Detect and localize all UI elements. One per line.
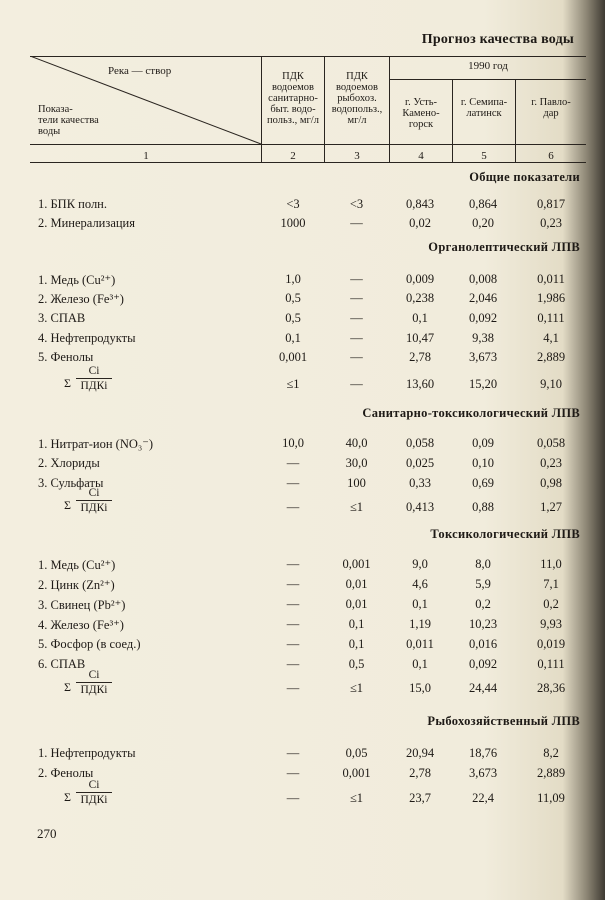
cell-ust-kamenogorsk: 0,058 — [405, 436, 435, 450]
sigma-symbol: Σ — [64, 680, 71, 694]
section-title: Рыбохозяйственный ЛПВ — [427, 714, 580, 728]
cell-pdk-fishery: <3 — [349, 197, 364, 211]
cell-pdk-sanitary: — — [286, 766, 300, 780]
cell-pdk-sanitary: — — [286, 637, 300, 651]
year-rule — [390, 79, 586, 80]
cell-pdk-fishery: — — [350, 272, 363, 286]
cell-pdk-fishery: — — [350, 216, 363, 230]
cell-semipalatinsk: 10,23 — [468, 617, 498, 631]
table-row — [0, 637, 605, 657]
cell-pdk-fishery: 0,01 — [345, 597, 368, 611]
cell-pdk-sanitary: 0,1 — [285, 331, 301, 345]
cell-semipalatinsk: 0,864 — [468, 197, 498, 211]
cell-semipalatinsk: 2,046 — [468, 291, 498, 305]
cell-pdk-sanitary: — — [286, 681, 300, 695]
cell-ust-kamenogorsk: 0,1 — [412, 597, 428, 611]
cell-semipalatinsk: 0,008 — [468, 272, 498, 286]
table-row — [0, 331, 605, 351]
sum-row — [0, 364, 605, 400]
cell-pdk-sanitary: 0,5 — [285, 311, 301, 325]
cell-pdk-fishery: — — [350, 350, 363, 364]
cell-pavlodar: 0,98 — [540, 476, 562, 490]
cell-pavlodar: 0,019 — [536, 637, 566, 651]
fraction-denominator: ПДКi — [80, 502, 108, 514]
cell-pdk-fishery: — — [350, 377, 363, 391]
col-number: 3 — [354, 150, 360, 162]
cell-pdk-fishery: — — [350, 291, 363, 305]
cell-ust-kamenogorsk: 0,011 — [406, 637, 434, 651]
cell-pavlodar: 8,2 — [543, 746, 559, 760]
cell-pavlodar: 0,111 — [537, 311, 565, 325]
indicator-name: 5. Фенолы — [38, 350, 94, 364]
indicator-name: 2. Железо (Fe³⁺) — [38, 292, 124, 306]
cell-pdk-fishery: 0,001 — [342, 766, 371, 780]
table-row — [0, 456, 605, 476]
cell-pdk-fishery: 0,1 — [348, 617, 365, 631]
cell-semipalatinsk: 0,69 — [472, 476, 494, 490]
cell-pdk-fishery: ≤1 — [349, 500, 364, 514]
cell-pdk-sanitary: 1000 — [280, 216, 306, 230]
section-title: Токсикологический ЛПВ — [430, 527, 580, 541]
cell-pavlodar: 0,058 — [536, 436, 566, 450]
section-title: Санитарно-токсикологический ЛПВ — [362, 406, 580, 420]
col-number: 5 — [481, 150, 487, 162]
indicator-name: 1. Медь (Cu²⁺) — [38, 558, 116, 572]
cell-ust-kamenogorsk: 2,78 — [409, 350, 431, 364]
indicator-name: 2. Минерализация — [38, 216, 135, 230]
cell-semipalatinsk: 24,44 — [468, 681, 498, 695]
cell-pdk-sanitary: — — [286, 746, 300, 760]
cell-semipalatinsk: 3,673 — [468, 350, 498, 364]
table-row — [0, 216, 605, 236]
cell-pavlodar: 9,10 — [540, 377, 562, 391]
cell-semipalatinsk: 0,20 — [472, 216, 494, 230]
cell-pavlodar: 0,2 — [543, 597, 559, 611]
fraction-denominator: ПДКi — [80, 794, 108, 806]
col4-header: г. Усть- Камено- горск — [402, 97, 440, 130]
cell-ust-kamenogorsk: 0,843 — [405, 197, 435, 211]
sum-row — [0, 668, 605, 704]
fraction-denominator: ПДКi — [80, 380, 108, 392]
cell-pdk-sanitary: — — [286, 476, 300, 490]
cell-pdk-fishery: 0,05 — [345, 746, 368, 760]
table-row — [0, 746, 605, 766]
indicator-name: 4. Железо (Fe³⁺) — [38, 618, 124, 632]
cell-semipalatinsk: 22,4 — [472, 791, 494, 805]
cell-pdk-sanitary: ≤1 — [286, 377, 300, 391]
indicator-name: 5. Фосфор (в соед.) — [38, 637, 141, 651]
table-row — [0, 436, 605, 456]
cell-pdk-fishery: 40,0 — [345, 436, 368, 450]
cell-pdk-fishery: 30,0 — [345, 456, 368, 470]
cell-ust-kamenogorsk: 0,02 — [409, 216, 431, 230]
indicator-name: 2. Хлориды — [38, 456, 100, 470]
cell-semipalatinsk: 18,76 — [468, 746, 498, 760]
cell-pavlodar: 4,1 — [543, 331, 559, 345]
cell-semipalatinsk: 5,9 — [475, 577, 491, 591]
cell-pdk-sanitary: — — [286, 617, 300, 631]
cell-ust-kamenogorsk: 0,413 — [405, 500, 435, 514]
cell-semipalatinsk: 8,0 — [475, 557, 491, 571]
cell-pdk-sanitary: <3 — [286, 197, 300, 211]
col5-header: г. Семипа- латинск — [460, 97, 508, 119]
table-row — [0, 597, 605, 617]
cell-pdk-fishery: — — [350, 311, 363, 325]
cell-pavlodar: 11,0 — [540, 557, 562, 571]
cell-ust-kamenogorsk: 2,78 — [409, 766, 431, 780]
cell-pavlodar: 1,27 — [540, 500, 562, 514]
cell-pavlodar: 28,36 — [536, 681, 566, 695]
sigma-symbol: Σ — [64, 790, 71, 804]
table-row — [0, 291, 605, 311]
fraction-numerator: Ci — [88, 669, 100, 681]
cell-pdk-fishery: 0,001 — [342, 557, 371, 571]
cell-semipalatinsk: 0,09 — [472, 436, 494, 450]
cell-semipalatinsk: 9,38 — [472, 331, 494, 345]
cell-pdk-sanitary: 0,001 — [278, 350, 308, 364]
section-title: Общие показатели — [469, 170, 580, 184]
table-row — [0, 577, 605, 597]
table-row — [0, 311, 605, 331]
cell-pavlodar: 0,111 — [537, 657, 565, 671]
cell-pdk-sanitary: — — [286, 597, 300, 611]
indicator-name: 1. БПК полн. — [38, 197, 107, 211]
cell-ust-kamenogorsk: 0,009 — [405, 272, 435, 286]
sum-row — [0, 778, 605, 814]
cell-semipalatinsk: 0,016 — [468, 637, 498, 651]
cell-semipalatinsk: 0,10 — [472, 456, 494, 470]
cell-ust-kamenogorsk: 0,1 — [412, 311, 428, 325]
indicator-name: 1. Медь (Cu²⁺) — [38, 273, 116, 287]
cell-pavlodar: 0,011 — [537, 272, 565, 286]
cell-pdk-fishery: 0,5 — [348, 657, 365, 671]
corner-bottom-label: Показа- тели качества воды — [38, 104, 99, 137]
cell-pdk-fishery: 0,01 — [345, 577, 368, 591]
col-number: 1 — [143, 150, 149, 162]
table-row — [0, 272, 605, 292]
section-title: Органолептический ЛПВ — [428, 240, 580, 254]
cell-pavlodar: 0,23 — [540, 456, 562, 470]
cell-pavlodar: 2,889 — [536, 350, 566, 364]
col2-header: ПДК водоемов санитарно- быт. водо- польз., мг/л — [267, 71, 319, 126]
cell-pavlodar: 7,1 — [543, 577, 559, 591]
cell-ust-kamenogorsk: 4,6 — [412, 577, 428, 591]
cell-pavlodar: 9,93 — [540, 617, 562, 631]
indicator-name: 2. Фенолы — [38, 766, 94, 780]
header-bottom-rule — [30, 144, 586, 145]
indicator-name: 3. СПАВ — [38, 311, 86, 325]
year-header: 1990 год — [468, 60, 508, 72]
cell-pdk-fishery: 0,1 — [348, 637, 365, 651]
indicator-name: 3. Сульфаты — [38, 476, 104, 490]
cell-ust-kamenogorsk: 15,0 — [409, 681, 431, 695]
cell-pavlodar: 1,986 — [536, 291, 566, 305]
fraction-denominator: ПДКi — [80, 684, 108, 696]
indicator-name: 1. Нитрат-ион (NO₃⁻) — [38, 437, 154, 451]
cell-ust-kamenogorsk: 23,7 — [409, 791, 431, 805]
indicator-name: 3. Свинец (Pb²⁺) — [38, 598, 126, 612]
cell-ust-kamenogorsk: 10,47 — [405, 331, 435, 345]
col-number: 6 — [548, 150, 554, 162]
cell-pdk-sanitary: — — [286, 500, 300, 514]
col-number: 2 — [290, 150, 296, 162]
cell-semipalatinsk: 0,092 — [468, 657, 498, 671]
cell-ust-kamenogorsk: 20,94 — [405, 746, 435, 760]
fraction-numerator: Ci — [88, 487, 100, 499]
table-row — [0, 197, 605, 217]
table-row — [0, 617, 605, 637]
col3-header: ПДК водоемов рыбохоз. водопольз., мг/л — [331, 71, 383, 126]
cell-semipalatinsk: 3,673 — [468, 766, 498, 780]
cell-pdk-sanitary: 0,5 — [285, 291, 301, 305]
indicator-name: 4. Нефтепродукты — [38, 331, 136, 345]
sigma-symbol: Σ — [64, 376, 71, 390]
sigma-symbol: Σ — [64, 498, 71, 512]
indicator-name: 6. СПАВ — [38, 657, 86, 671]
cell-ust-kamenogorsk: 1,19 — [409, 617, 431, 631]
cell-pavlodar: 0,23 — [540, 216, 562, 230]
cell-pavlodar: 2,889 — [536, 766, 566, 780]
cell-ust-kamenogorsk: 0,33 — [409, 476, 431, 490]
cell-pdk-sanitary: 10,0 — [282, 436, 304, 450]
cell-ust-kamenogorsk: 0,1 — [412, 657, 428, 671]
corner-top-label: Река — створ — [108, 65, 172, 77]
table-title: Прогноз качества воды — [421, 32, 574, 47]
cell-pdk-sanitary: 1,0 — [285, 272, 301, 286]
cell-semipalatinsk: 0,88 — [472, 500, 494, 514]
col-number: 4 — [418, 150, 424, 162]
cell-pdk-fishery: ≤1 — [349, 791, 364, 805]
cell-pdk-fishery: 100 — [347, 476, 366, 490]
sum-row — [0, 486, 605, 522]
indicator-name: 2. Цинк (Zn²⁺) — [38, 578, 115, 592]
numbers-rule — [30, 162, 586, 163]
cell-ust-kamenogorsk: 9,0 — [412, 557, 428, 571]
cell-pdk-sanitary: — — [286, 456, 300, 470]
cell-ust-kamenogorsk: 13,60 — [405, 377, 435, 391]
indicator-name: 1. Нефтепродукты — [38, 746, 136, 760]
cell-pdk-sanitary: — — [286, 791, 300, 805]
cell-ust-kamenogorsk: 0,025 — [405, 456, 435, 470]
cell-pdk-fishery: — — [350, 331, 363, 345]
cell-semipalatinsk: 0,092 — [468, 311, 498, 325]
cell-semipalatinsk: 0,2 — [475, 597, 491, 611]
cell-pdk-sanitary: — — [286, 657, 300, 671]
page-number: 270 — [37, 826, 57, 841]
cell-ust-kamenogorsk: 0,238 — [405, 291, 435, 305]
cell-pdk-sanitary: — — [286, 557, 300, 571]
cell-pdk-sanitary: — — [286, 577, 300, 591]
table-row — [0, 557, 605, 577]
fraction-numerator: Ci — [88, 779, 100, 791]
cell-semipalatinsk: 15,20 — [468, 377, 498, 391]
cell-pavlodar: 0,817 — [536, 197, 566, 211]
cell-pdk-fishery: ≤1 — [349, 681, 364, 695]
cell-pavlodar: 11,09 — [537, 791, 565, 805]
col6-header: г. Павло- дар — [531, 97, 571, 119]
fraction-numerator: Ci — [88, 365, 100, 377]
